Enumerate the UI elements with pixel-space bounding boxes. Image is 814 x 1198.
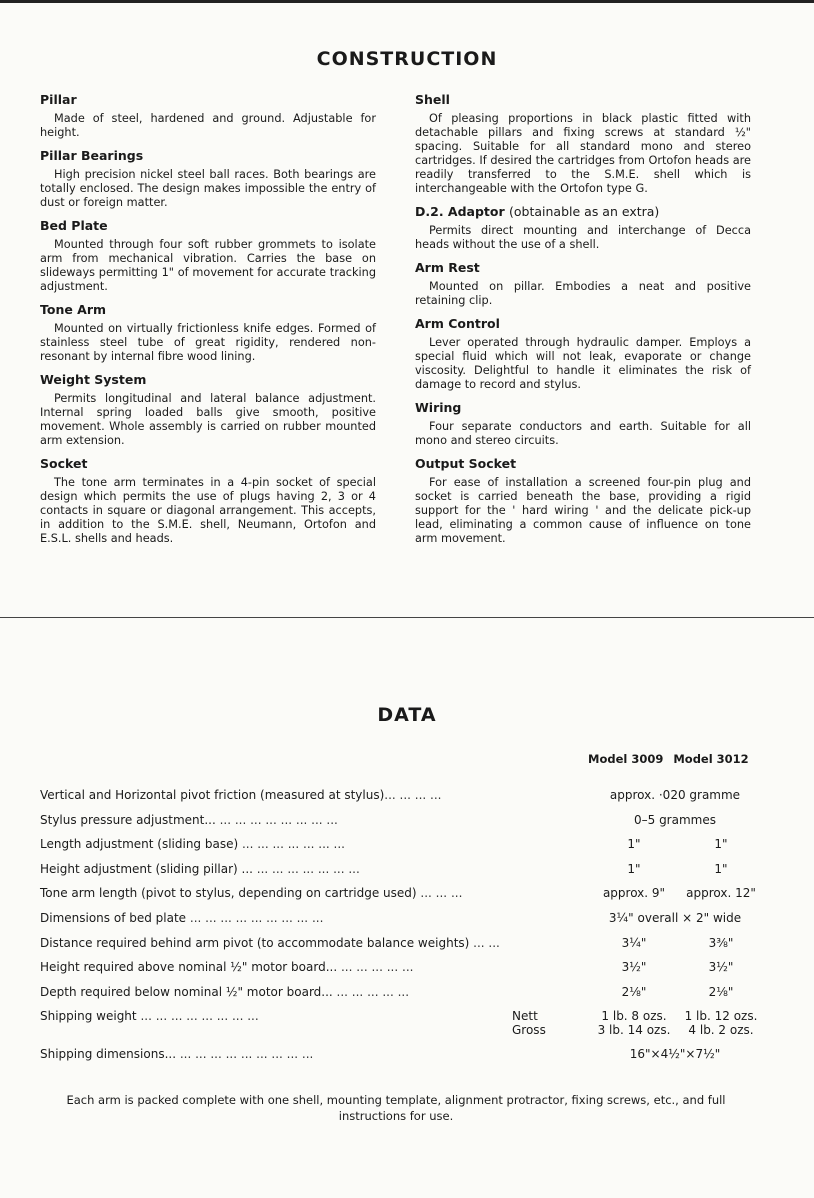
- top-rule: [0, 0, 814, 3]
- data-row: [40, 882, 760, 907]
- data-row-label: Stylus pressure adjustment...: [40, 812, 216, 827]
- data-row: [40, 1005, 760, 1043]
- spec-text: Mounted on virtually frictionless knife edges. Formed of stainless steel tube of great rigidity, rendered non-resonant by internal fibre wood lining.: [40, 322, 376, 363]
- spec-text: For ease of installation a screened four-pin plug and socket is carried beneath the base, providing a rigid support for the ' hard wiring ' and the delicate pick-up lead, eliminating a common cause of influence on tone arm movement.: [415, 476, 751, 545]
- data-row: [40, 784, 760, 809]
- data-row-label-wrap: [40, 936, 500, 950]
- leader-dots: ... ... ... ... ... ... ... ... ...: [176, 1047, 314, 1062]
- data-row-label: Length adjustment (sliding base): [40, 837, 239, 852]
- data-value-3009: 3½": [621, 960, 647, 975]
- section-divider: [0, 617, 814, 618]
- spec-heading-text: Tone Arm: [40, 302, 107, 317]
- spec-text: Permits direct mounting and interchange of Decca heads without the use of a shell.: [415, 224, 751, 251]
- leader-dots: ... ... ... ... ...: [332, 984, 410, 999]
- data-value-3009: 1": [627, 861, 641, 876]
- data-table: [40, 784, 760, 1068]
- data-value-3009: 1": [627, 837, 641, 852]
- construction-left-column: [40, 92, 376, 554]
- data-row: [40, 981, 760, 1006]
- model-3012-header: Model 3012: [673, 752, 749, 766]
- spec-heading: [40, 456, 376, 471]
- data-row-label: Tone arm length (pivot to stylus, depending on cartridge used): [40, 886, 417, 901]
- leader-dots: ... ... ... ...: [384, 788, 442, 802]
- spec-text: Mounted on pillar. Embodies a neat and positive retaining clip.: [415, 280, 751, 307]
- spec-heading: [40, 372, 376, 387]
- spec-heading-text: Shell: [415, 92, 450, 107]
- spec-heading-text: Pillar Bearings: [40, 148, 144, 163]
- spec-heading: [415, 316, 751, 331]
- data-title: DATA: [377, 704, 437, 726]
- spec-section: [40, 456, 376, 546]
- data-value-3012: 2⅛": [708, 984, 734, 999]
- data-value-3009: 1 lb. 8 ozs. 3 lb. 14 ozs.: [597, 1009, 671, 1038]
- data-row-label-wrap: [40, 985, 409, 999]
- spec-text: The tone arm terminates in a 4-pin socket of special design which permits the use of plugs having 2, 3 or 4 contacts in square or diagonal arrangement. This accepts, in addition to the S.M.E. shell, Neumann, Ortofon and E.S.L. shells and heads.: [40, 476, 376, 545]
- data-value-3012: 3½": [708, 960, 734, 975]
- packing-note: Each arm is packed complete with one shell, mounting template, alignment protractor, fixing screws, etc., and full instructions for use.: [66, 1093, 726, 1123]
- data-row-label-wrap: [40, 862, 360, 876]
- spec-heading: [415, 260, 751, 275]
- data-value-3012: 1": [714, 861, 728, 876]
- data-row-label-wrap: [40, 1047, 313, 1061]
- data-row-label-wrap: [40, 960, 413, 974]
- spec-text: High precision nickel steel ball races. Both bearings are totally enclosed. The design makes impossible the entry of dust or foreign matter.: [40, 168, 376, 209]
- spec-section: [415, 456, 751, 546]
- leader-dots: ... ... ... ... ... ... ...: [238, 837, 345, 852]
- data-row-label: Dimensions of bed plate: [40, 910, 187, 925]
- spec-section: [40, 218, 376, 294]
- data-row-label: Distance required behind arm pivot (to accommodate balance weights): [40, 935, 470, 950]
- spec-heading-text: Bed Plate: [40, 218, 108, 233]
- spec-section: [40, 92, 376, 140]
- leader-dots: ... ... ... ... ... ... ...: [252, 861, 360, 876]
- data-row-label: Depth required below nominal ½" motor board...: [40, 984, 333, 999]
- data-value-3009: 2⅛": [621, 984, 647, 999]
- spec-heading-note: (obtainable as an extra): [509, 204, 660, 219]
- data-value-both: approx. ·020 gramme: [609, 788, 741, 802]
- spec-heading-text: Weight System: [40, 372, 147, 387]
- model-headers: [588, 752, 755, 766]
- data-row-label: Vertical and Horizontal pivot friction (measured at stylus): [40, 788, 385, 802]
- spec-heading-text: D.2. Adaptor: [415, 204, 505, 219]
- data-row: [40, 932, 760, 957]
- data-row: [40, 956, 760, 981]
- data-value-3009: 3¼": [621, 935, 647, 950]
- data-value-both: 0–5 grammes: [633, 812, 716, 827]
- spec-section: [40, 148, 376, 210]
- data-value-3012: 3⅜": [708, 935, 734, 950]
- spec-heading: [40, 218, 376, 233]
- spec-heading-text: Socket: [40, 456, 88, 471]
- construction-title: CONSTRUCTION: [316, 48, 498, 70]
- spec-heading-text: Wiring: [415, 400, 462, 415]
- leader-dots: ... ...: [469, 935, 500, 950]
- leader-dots: ... ... ... ... ... ... ... ...: [136, 1009, 259, 1024]
- spec-text: Four separate conductors and earth. Suitable for all mono and stereo circuits.: [415, 420, 751, 447]
- data-row-label-wrap: [40, 813, 338, 827]
- spec-heading: [40, 302, 376, 317]
- spec-section: [415, 400, 751, 448]
- spec-heading: [415, 92, 751, 107]
- leader-dots: ... ... ... ... ...: [337, 960, 414, 975]
- spec-heading-text: Output Socket: [415, 456, 517, 471]
- data-row-label-wrap: [40, 911, 323, 925]
- data-row: [40, 907, 760, 932]
- spec-heading-text: Pillar: [40, 92, 77, 107]
- spec-text: Permits longitudinal and lateral balance adjustment. Internal spring loaded balls give smooth, positive movement. Whole assembly is carried on rubber mounted arm extension.: [40, 392, 376, 447]
- data-row: [40, 1043, 760, 1068]
- spec-heading: [415, 400, 751, 415]
- spec-text: Of pleasing proportions in black plastic fitted with detachable pillars and fixing screws at standard ½" spacing. Suitable for all standard mono and stereo cartridges. If desired the cartridges from Ortofon heads are readily transferred to the S.M.E. shell which is interchangeable with the Ortofon type G.: [415, 112, 751, 195]
- spec-section: [415, 92, 751, 196]
- data-value-3012: 1": [714, 837, 728, 852]
- data-row-label-wrap: [40, 837, 345, 851]
- leader-dots: ... ... ... ... ... ... ... ... ...: [186, 910, 324, 925]
- spec-section: [40, 302, 376, 364]
- spec-heading: [40, 148, 376, 163]
- spec-text: Made of steel, hardened and ground. Adjustable for height.: [40, 112, 376, 139]
- leader-dots: ... ... ... ... ... ... ... ...: [215, 812, 338, 827]
- data-row-label-wrap: [40, 886, 462, 900]
- spec-heading: [40, 92, 376, 107]
- data-row-label-wrap: [40, 788, 442, 802]
- data-row: [40, 858, 760, 883]
- weight-type: Nett Gross: [512, 1009, 546, 1038]
- data-value-both: 3¼" overall × 2" wide: [608, 910, 742, 925]
- spec-section: [415, 204, 751, 252]
- model-3009-header: Model 3009: [588, 752, 664, 766]
- spec-text: Mounted through four soft rubber grommets to isolate arm from mechanical vibration. Carries the base on slideways permitting 1" of movement for accurate tracking adjustment.: [40, 238, 376, 293]
- data-value-3012: 1 lb. 12 ozs. 4 lb. 2 ozs.: [684, 1009, 758, 1038]
- spec-section: [415, 316, 751, 392]
- data-row-label: Shipping weight: [40, 1009, 137, 1024]
- data-row-label: Height required above nominal ½" motor board...: [40, 960, 338, 975]
- data-value-3012: approx. 12": [686, 886, 756, 901]
- spec-section: [40, 372, 376, 448]
- data-value-3009: approx. 9": [602, 886, 666, 901]
- spec-heading: [415, 204, 751, 219]
- spec-text: Lever operated through hydraulic damper. Employs a special fluid which will not leak, evaporate or change viscosity. Delightful to handle it eliminates the risk of damage to record and stylus.: [415, 336, 751, 391]
- spec-heading-text: Arm Control: [415, 316, 500, 331]
- data-value-both: 16"×4½"×7½": [629, 1047, 721, 1062]
- data-row: [40, 833, 760, 858]
- data-row-label: Height adjustment (sliding pillar) ...: [40, 861, 253, 876]
- data-row-label: Shipping dimensions...: [40, 1047, 177, 1062]
- leader-dots: ... ... ...: [416, 886, 463, 901]
- spec-section: [415, 260, 751, 308]
- spec-heading: [415, 456, 751, 471]
- spec-heading-text: Arm Rest: [415, 260, 480, 275]
- data-row: [40, 809, 760, 834]
- construction-right-column: [415, 92, 751, 554]
- data-row-label-wrap: [40, 1009, 259, 1023]
